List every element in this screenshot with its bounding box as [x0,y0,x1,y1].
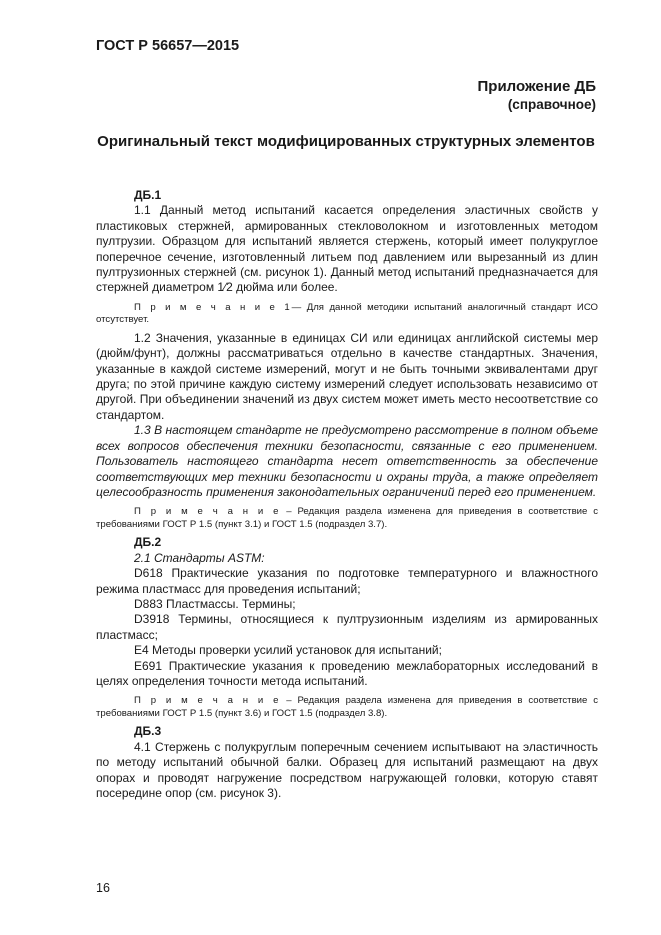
list-item: E4 Методы проверки усилий установок для испытаний; [134,643,442,658]
list-item: D3918 Термины, относящиеся к пултрузионным изделиям из армированных пластмасс; [96,612,598,642]
note-3 [96,695,598,720]
section-heading-db2: ДБ.2 [134,535,162,550]
paragraph-1-3: 1.3 В настоящем стандарте не предусмотрено рассмотрение в полном объеме всех вопросов обеспечения техники безопасности, связанные с его применением. Пользователь настоящего стандарта несет ответственность за обеспечение соответствующих мер техники безопасности и охраны труда, а также определяет целесообразность применения законодательных ограничений перед его применением. [96,423,598,499]
note-label: П р и м е ч а н и е [134,506,281,518]
note-1 [96,302,598,327]
paragraph-2-1: 2.1 Стандарты ASTM: [134,550,265,565]
appendix-title: Приложение ДБ [477,78,596,95]
note-label: П р и м е ч а н и е [134,695,281,707]
paragraph-1-2: 1.2 Значения, указанные в единицах СИ или единицах английской системы мер (дюйм/фунт), должны рассматриваться отдельно в качестве стандартных. Значения, указанные в каждой системе измерений, могут и не быть точными эквивалентами друг друга; по этой причине каждую систему измерений следует использовать независимо от другой. При объединении значений из двух систем может иметь место несоответствие со стандартом. [96,330,598,422]
note-text: – Редакция раздела изменена для приведения в соответствие с требованиями ГОСТ Р 1.5 (пункт 3.1) и ГОСТ 1.5 (подраздел 3.7). [96,506,598,530]
section-heading-db1: ДБ.1 [134,188,162,202]
list-item: D883 Пластмассы. Термины; [134,596,296,611]
list-item: D618 Практические указания по подготовке температурного и влажностного режима пластмасс для проведения испытаний; [96,566,598,596]
document-header: ГОСТ Р 56657—2015 [96,38,240,54]
paragraph-4-1: 4.1 Стержень с полукруглым поперечным сечением испытывают на эластичность по методу испытаний обычной балки. Образец для испытаний размещают на двух опорах и проводят нагружение посредством нагружающей головки, которую ставят посередине опор (см. рисунок 3). [96,739,598,800]
note-text: – Редакция раздела изменена для приведения в соответствие с требованиями ГОСТ Р 1.5 (пункт 3.6) и ГОСТ 1.5 (подраздел 3.8). [96,695,598,719]
note-label: П р и м е ч а н и е 1 [134,301,292,313]
paragraph-1-1: 1.1 Данный метод испытаний касается определения эластичных свойств у пластиковых стержней, армированных стекловолокном и изготовленных методом пултрузии. Образцом для испытаний является стержень, который имеет полукруглое поперечное сечение, изготовленный литьем под давлением или вырезанный из длин пултрузионных стержней (см. рисунок 1). Данный метод испытаний предназначается для стержней диаметром 1⁄2 дюйма или более. [96,203,598,295]
note-text: — Для данной методики испытаний аналогичный стандарт ИСО отсутствует. [96,301,598,326]
list-item: E691 Практические указания к проведению межлабораторных исследований в целях определения точности метода испытаний. [96,658,598,688]
note-2 [96,506,598,531]
appendix-subtitle: (справочное) [507,97,596,112]
section-heading-db3: ДБ.3 [134,724,162,739]
section-title: Оригинальный текст модифицированных структурных элементов [97,133,595,150]
document-body [96,186,598,801]
page-number: 16 [96,881,110,895]
